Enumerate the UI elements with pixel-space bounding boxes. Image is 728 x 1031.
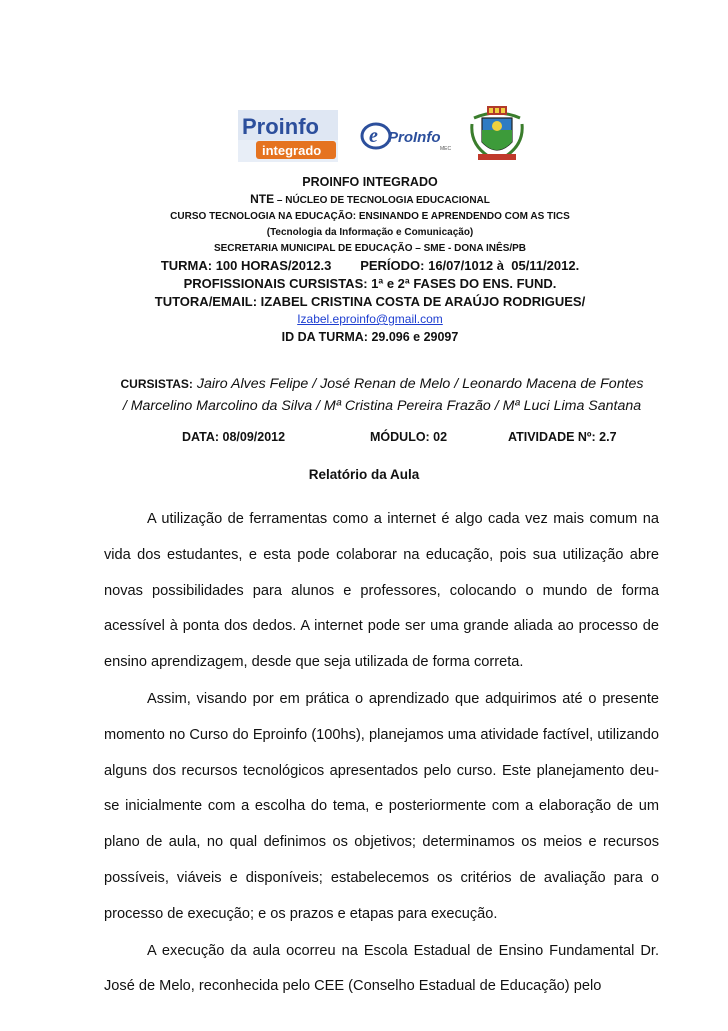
activity-date: DATA: 08/09/2012 [182, 430, 286, 444]
proinfo-integrado-logo [238, 110, 338, 162]
eproinfo-logo-text: ProInfo [388, 129, 441, 146]
cursistas-label: CURSISTAS: [120, 377, 193, 391]
proinfo-logo-text: Proinfo [242, 114, 319, 139]
report-title: Relatório da Aula [308, 467, 420, 482]
activity-meta [104, 430, 660, 448]
activity-module: MÓDULO: 02 [370, 430, 448, 444]
course-title: CURSO TECNOLOGIA NA EDUCAÇÃO: ENSINANDO E APRENDENDO COM AS TICS [170, 211, 570, 222]
paragraph: Assim, visando por em prática o aprendizado que adquirimos até o presente momento no Curso do Eproinfo (100hs), planejamos uma atividade factível, utilizando alguns dos recursos tecnológicos apresentados pelo curso. Este planejamento deu-se inicialmente com a escolha do tema, e posteriormente com a elaboração de um plano de aula, no qual definimos os objetivos; determinamos os meios e recursos possíveis, viáveis e disponíveis; estabelecemos os critérios de avaliação para o processo de execução; e os prazos e etapas para execução. [104, 690, 659, 922]
secretaria-line: SECRETARIA MUNICIPAL DE EDUCAÇÃO – SME - DONA INÊS/PB [213, 243, 527, 254]
activity-number: ATIVIDADE Nº: 2.7 [508, 430, 617, 444]
paragraph: A utilização de ferramentas como a internet é algo cada vez mais comum na vida dos estudantes, e esta pode colaborar na educação, pois sua utilização abre novas possibilidades para alunos e professores, colocando o mundo de forma acessível à ponta dos dedos. A internet pode ser uma grande aliada ao processo de ensino aprendizagem, desde que seja utilizada de forma correta. [104, 511, 659, 671]
tutora-line: TUTORA/EMAIL: IZABEL CRISTINA COSTA DE ARAÚJO RODRIGUES/ [154, 294, 586, 309]
eproinfo-logo [360, 120, 452, 152]
nte-acronym: NTE [250, 192, 275, 206]
municipal-coat-of-arms-icon [468, 104, 526, 164]
program-title: PROINFO INTEGRADO [302, 175, 438, 189]
profissionais-line: PROFISSIONAIS CURSISTAS: 1ª e 2ª FASES DO ENS. FUND. [183, 276, 557, 291]
svg-text:e: e [369, 125, 378, 147]
cursistas-names-line2: / Marcelino Marcolino da Silva / Mª Cristina Pereira Frazão / Mª Luci Lima Santana [122, 398, 642, 414]
cursistas-block [104, 373, 660, 417]
course-subtitle: (Tecnologia da Informação e Comunicação) [266, 227, 474, 238]
tutora-email-link[interactable]: Izabel.eproinfo@gmail.com [297, 312, 443, 326]
logo-bar [0, 100, 728, 164]
report-body [104, 502, 659, 1006]
nte-description: – NÚCLEO DE TECNOLOGIA EDUCACIONAL [274, 195, 490, 206]
turma-id-line: ID DA TURMA: 29.096 e 29097 [281, 330, 459, 344]
cursistas-names-line1: Jairo Alves Felipe / José Renan de Melo / Leonardo Macena de Fontes [192, 376, 644, 392]
turma-periodo-line: TURMA: 100 HORAS/2012.3 PERÍODO: 16/07/1012 à 05/11/2012. [160, 258, 580, 273]
document-header [90, 174, 650, 346]
integrado-logo-text: integrado [262, 143, 322, 158]
paragraph: A execução da aula ocorreu na Escola Estadual de Ensino Fundamental Dr. José de Melo, reconhecida pelo CEE (Conselho Estadual de Educação) pelo [104, 942, 659, 995]
mec-logo-text: MEC [440, 146, 452, 152]
nte-line [90, 191, 650, 209]
